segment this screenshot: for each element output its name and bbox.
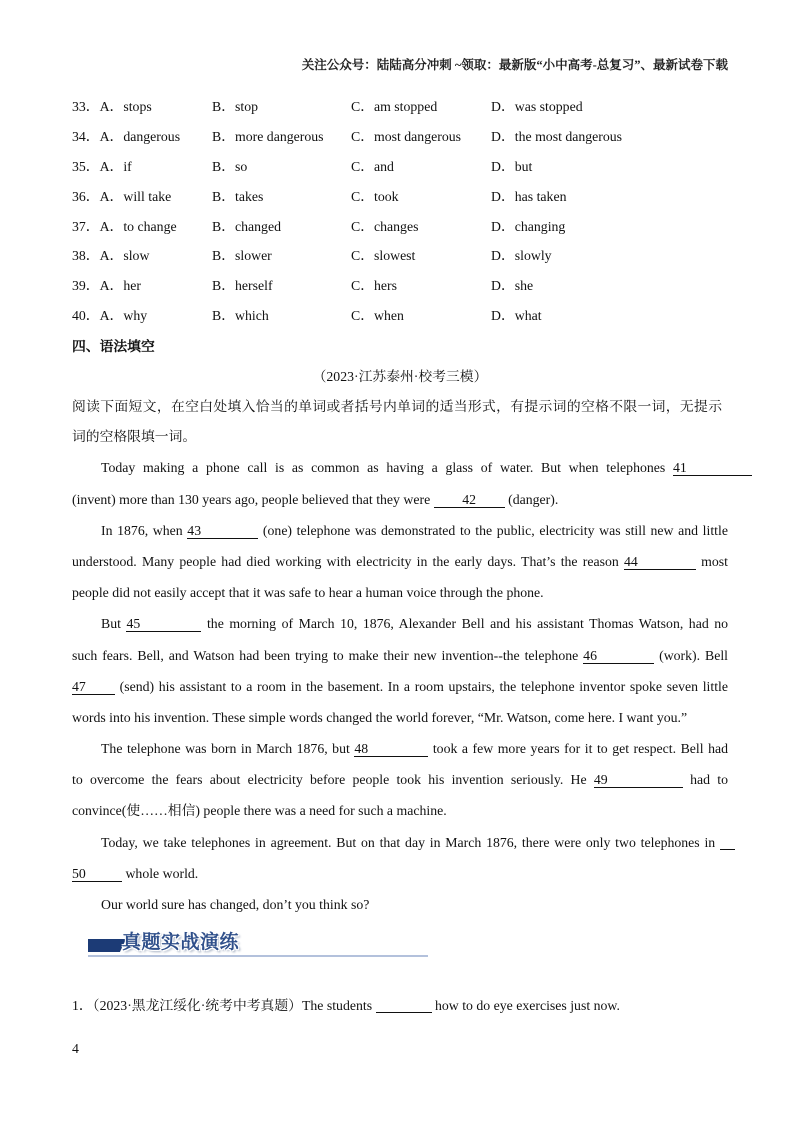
passage-line-13 [101, 827, 735, 858]
instructions [72, 392, 722, 452]
option-b: B．slower [212, 248, 272, 264]
option-c: C．took [351, 188, 399, 204]
option-d: D．changing [491, 218, 566, 234]
option-a [72, 152, 132, 182]
option-a [72, 182, 171, 212]
option-c: C．am stopped [351, 99, 438, 114]
option-c: C．slowest [351, 248, 416, 264]
banner-divider [88, 955, 428, 957]
instruction-line-1: 阅读下面短文，在空白处填入恰当的单词或者括号内单词的适当形式，有提示词的空格不限一词，无提示 [72, 399, 722, 414]
option-d: D．has taken [491, 188, 567, 204]
passage-text: had to [690, 772, 729, 788]
page-number: 4 [72, 1041, 79, 1056]
question-number: 38． [72, 248, 100, 264]
exam-source: （2023·江苏泰州·校考三模） [312, 369, 488, 384]
section-banner-title: 真题实战演练 [122, 932, 240, 953]
blank-42: 42 [434, 492, 505, 508]
blank-50-start [720, 834, 735, 850]
option-a-text: A．her [99, 278, 141, 294]
blank-43: 43 [187, 523, 258, 539]
option-d: D．but [491, 158, 533, 174]
option-row-33 [0, 92, 800, 122]
passage-text: convince(使……相信) people there was a need for such a machine. [72, 803, 447, 819]
question-stem: The students [301, 998, 373, 1013]
question-number: 35． [72, 158, 100, 174]
option-b: B．changed [212, 218, 281, 234]
option-b: B．which [212, 308, 269, 324]
option-a-text: A．if [99, 158, 132, 174]
passage-text: people did not easily accept that it was safe to hear a human voice through the phone. [72, 585, 544, 601]
passage-line-8 [72, 671, 728, 702]
option-row-40 [0, 301, 800, 331]
passage-text: the morning of March 10, 1876, Alexander Bell and his assistant Thomas Watson, had no [206, 616, 729, 632]
passage-line-6 [101, 608, 728, 639]
option-d: D．slowly [491, 248, 552, 264]
answer-blank [376, 997, 432, 1013]
question-number: 39． [72, 278, 100, 294]
blank-48: 48 [354, 741, 428, 757]
option-a [72, 122, 180, 152]
option-b: B．stop [212, 99, 258, 114]
blank-45: 45 [126, 616, 201, 632]
option-row-35 [0, 152, 800, 182]
option-b: B．takes [212, 188, 264, 204]
blank-44: 44 [624, 554, 696, 570]
question-number: 37． [72, 218, 100, 234]
option-a-text: A．to change [99, 218, 177, 234]
passage-line-15 [101, 889, 728, 920]
option-row-37 [0, 212, 800, 242]
question-number: 40． [72, 308, 100, 324]
passage-text: Our world sure has changed, don’t you think so? [101, 897, 370, 913]
header-notice: 关注公众号：陆陆高分冲刺 ~领取：最新版“小中高考-总复习”、最新试卷下载 [301, 58, 728, 72]
option-a-text: A．will take [99, 188, 172, 204]
option-c: C．when [351, 308, 404, 324]
passage-text: understood. Many people had died working with electricity in the early days. That’s the reason [72, 553, 619, 569]
option-a [72, 271, 141, 301]
option-c: C．hers [351, 278, 397, 294]
option-a-text: A．dangerous [99, 128, 181, 144]
passage-line-2 [72, 484, 728, 515]
passage-text: such fears. Bell, and Watson had been trying to make their new invention--the telephone [72, 647, 579, 663]
question-number: 33． [72, 99, 100, 114]
option-c: C．and [351, 158, 394, 174]
passage-text: (send) his assistant to a room in the basement. In a room upstairs, the telephone inventor spoke seven little [119, 678, 728, 694]
passage-text: whole world. [125, 865, 199, 881]
passage-text: (one) telephone was demonstrated to the public, electricity was still new and little [262, 522, 728, 538]
passage [0, 452, 800, 920]
option-a-text: A．stops [99, 99, 152, 114]
passage-text: In 1876, when [101, 522, 183, 538]
passage-text: (invent) more than 130 years ago, people believed that they were [72, 491, 431, 507]
option-b: B．herself [212, 278, 273, 294]
passage-text: took a few more years for it to get respect. Bell had [432, 741, 728, 757]
option-row-34 [0, 122, 800, 152]
option-d: D．what [491, 308, 542, 324]
passage-text: words into his invention. These simple words changed the world forever, “Mr. Watson, come here. I want you.” [72, 709, 688, 725]
banner-decoration-bar [88, 939, 126, 952]
blank-49: 49 [594, 772, 683, 788]
option-c: C．most dangerous [351, 128, 461, 144]
section-heading: 四、语法填空 [72, 339, 155, 354]
passage-text: Today, we take telephones in agreement. But on that day in March 1876, there were only two telephones in [101, 834, 716, 850]
option-row-39 [0, 271, 800, 301]
passage-line-7 [72, 640, 728, 671]
passage-text: (work). Bell [659, 647, 728, 663]
passage-text: But [101, 616, 121, 632]
option-list [0, 92, 800, 331]
blank-47: 47 [72, 679, 115, 695]
option-a [72, 301, 147, 331]
passage-line-5 [72, 577, 728, 608]
option-a [72, 212, 177, 242]
passage-text: Today making a phone call is as common as having a glass of water. But when telephones [101, 460, 666, 476]
passage-line-4 [72, 546, 728, 577]
question-stem: how to do eye exercises just now. [434, 998, 620, 1013]
passage-text: most [701, 553, 729, 569]
passage-line-9 [72, 702, 728, 733]
instruction-line-2: 词的空格限填一词。 [72, 429, 197, 444]
passage-line-1 [101, 452, 752, 483]
option-a [72, 92, 152, 122]
question-number: 1． [72, 998, 93, 1013]
option-b: B．so [212, 158, 248, 174]
option-a [72, 241, 149, 271]
passage-line-12 [72, 795, 728, 826]
passage-line-14 [72, 858, 728, 889]
question-source: （2023·黑龙江绥化·统考中考真题） [92, 998, 302, 1013]
passage-text: to overcome the fears about electricity before people took his invention seriously. He [72, 772, 587, 788]
option-a-text: A．why [99, 308, 148, 324]
option-d: D．she [491, 278, 534, 294]
passage-line-10 [101, 733, 728, 764]
passage-line-3 [101, 515, 728, 546]
question-number: 36． [72, 188, 100, 204]
option-row-38 [0, 241, 800, 271]
blank-46: 46 [583, 648, 654, 664]
option-a-text: A．slow [99, 248, 150, 264]
question-1 [72, 991, 620, 1021]
passage-line-11 [72, 764, 728, 795]
blank-41: 41 [673, 460, 752, 476]
option-row-36 [0, 182, 800, 212]
question-number: 34． [72, 128, 100, 144]
passage-text: The telephone was born in March 1876, but [101, 741, 350, 757]
passage-text: (danger). [508, 491, 559, 507]
option-d: D．was stopped [491, 99, 583, 114]
blank-50: 50 [72, 866, 122, 882]
option-b: B．more dangerous [212, 128, 324, 144]
option-c: C．changes [351, 218, 419, 234]
option-d: D．the most dangerous [491, 128, 623, 144]
